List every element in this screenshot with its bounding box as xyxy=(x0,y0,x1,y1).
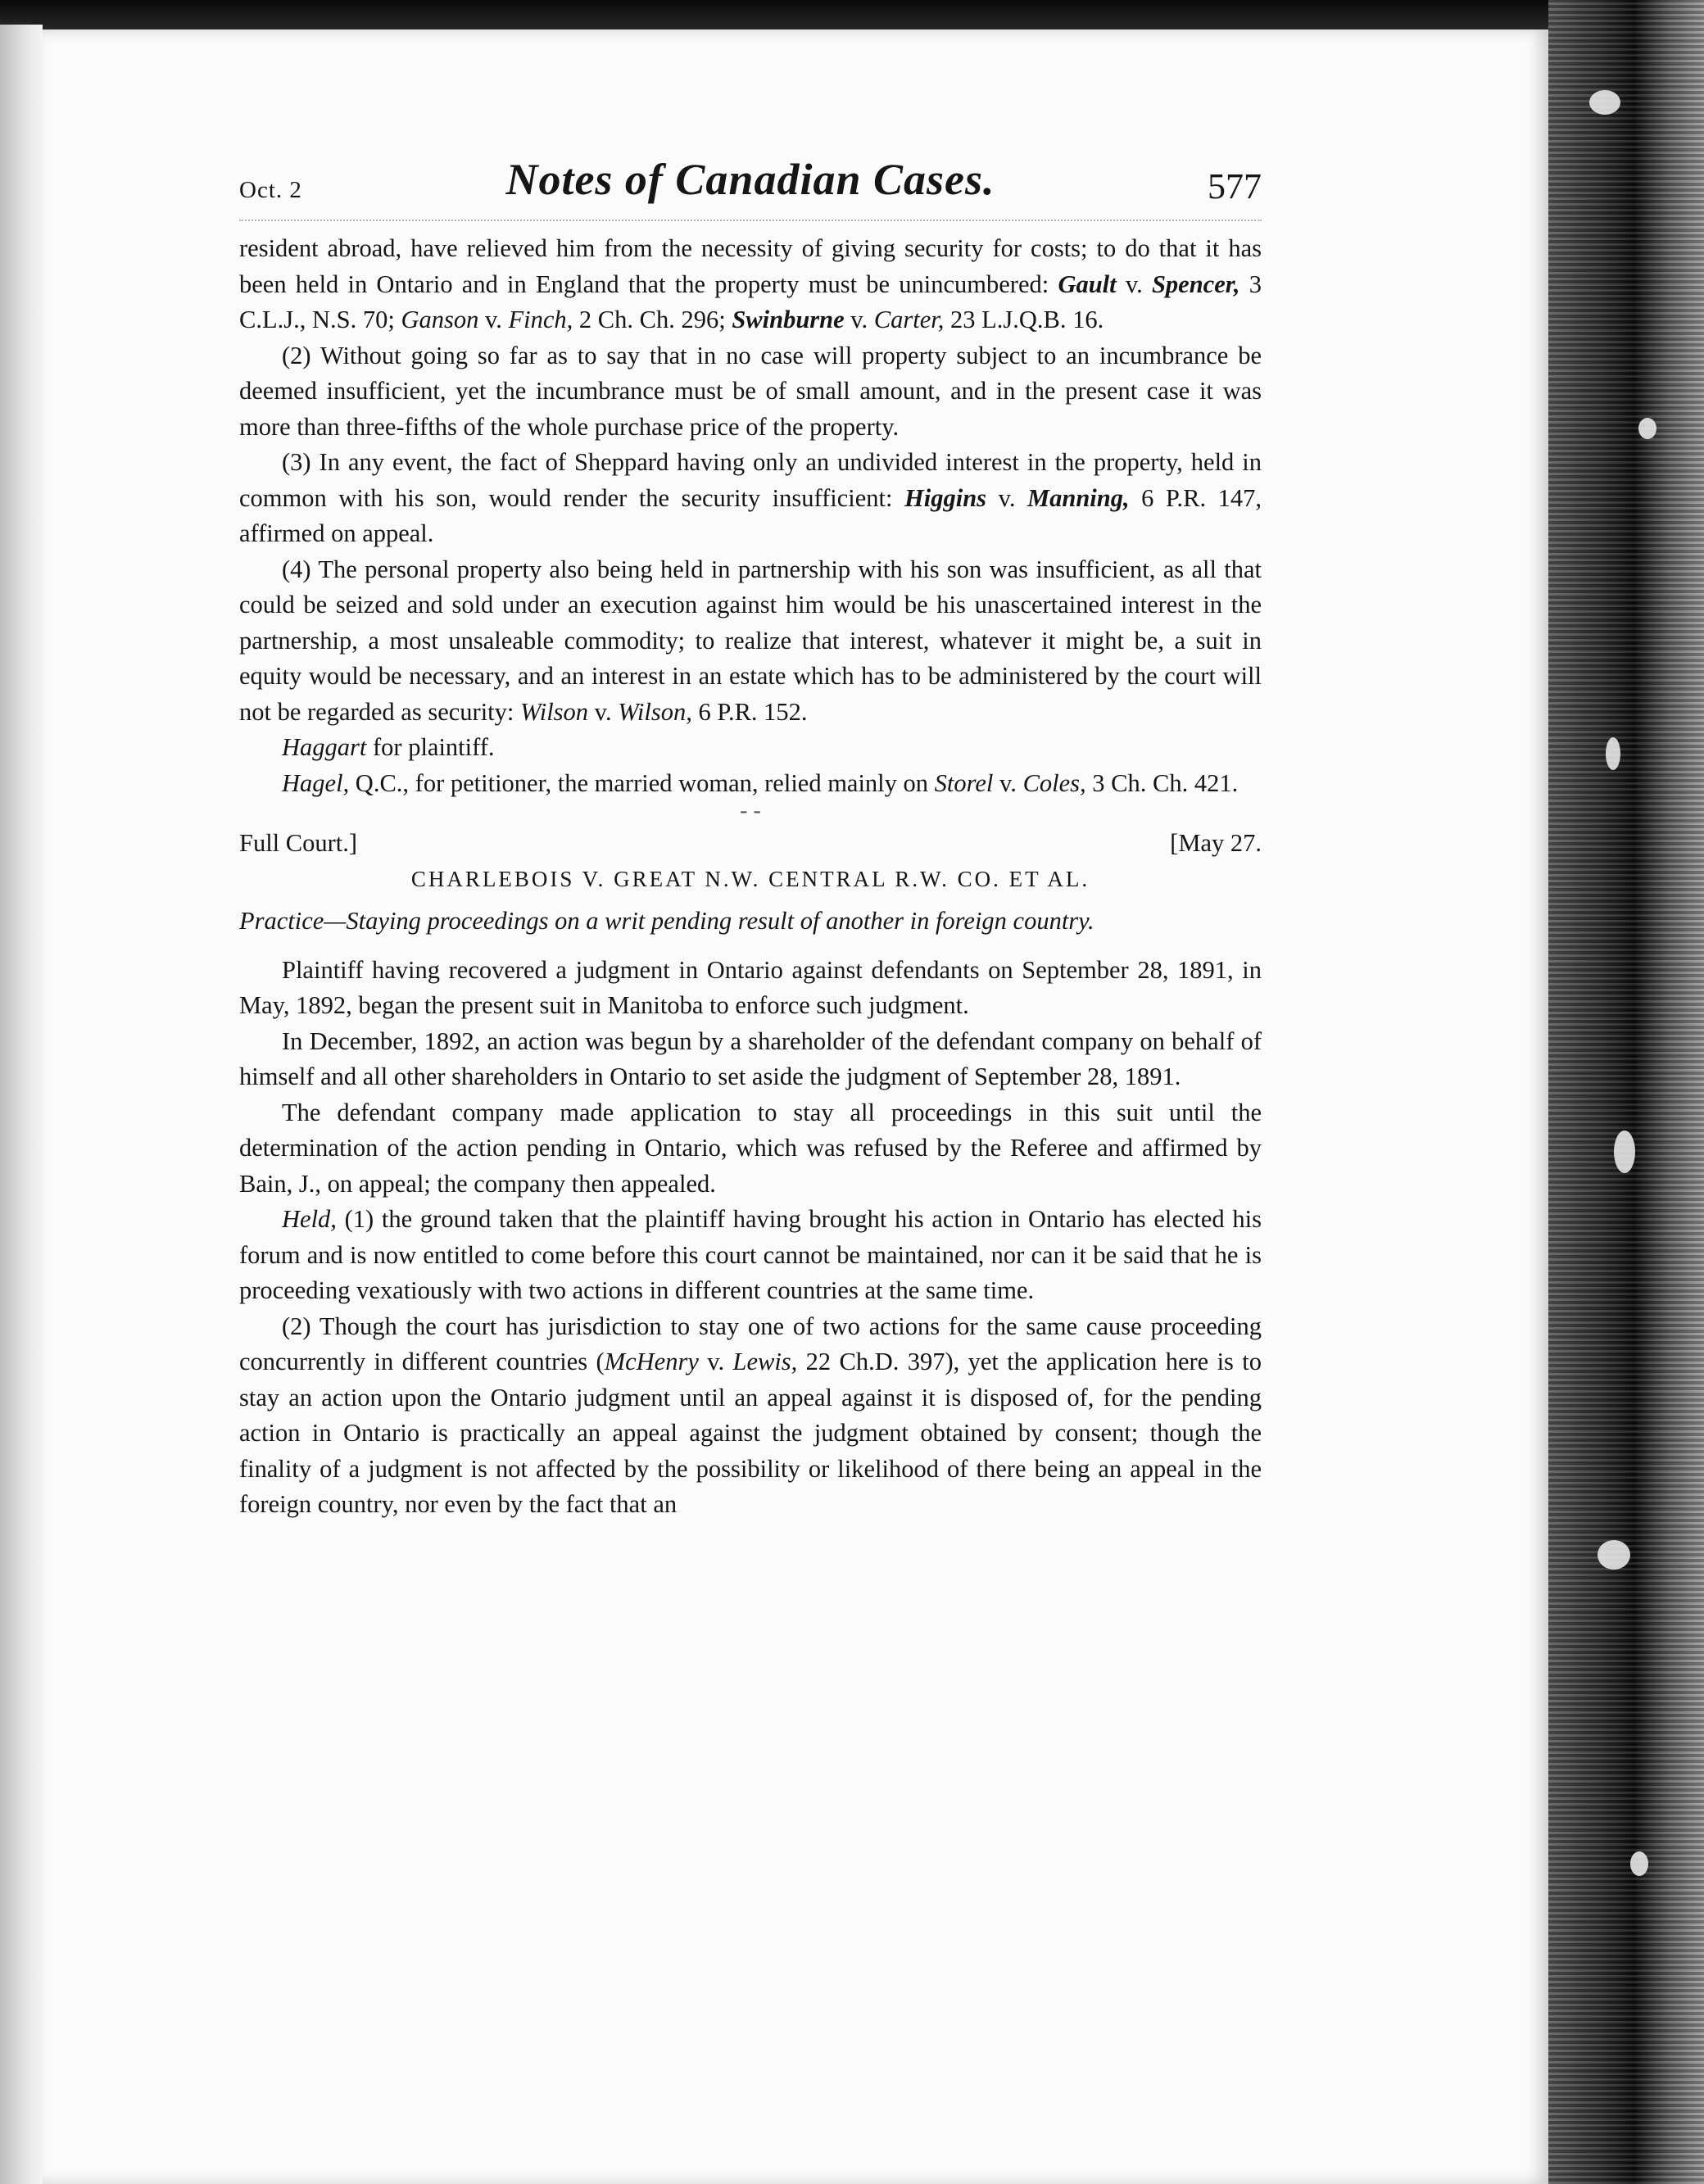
text: v. xyxy=(993,768,1023,797)
paragraph-action-begun: In December, 1892, an action was begun by a shareholder of the defendant company on behalf of himself and all other shareholders in Ontario to set aside the judgment of September 28, 1891. xyxy=(239,1026,1262,1090)
text: for plaintiff. xyxy=(366,733,495,761)
paragraph-incumbrance: (2) Without going so far as to say that in no case will property subject to an incumbrance be deemed insufficient, yet the incumbrance must be of small amount, and in the present case it was more than three-fifths of the whole purchase price of the property. xyxy=(239,341,1262,441)
text: 3 C.L.J., N.S. 70; xyxy=(239,270,1262,333)
case-name: Higgins xyxy=(904,483,987,512)
page-number: 577 xyxy=(1208,166,1262,206)
case-name: Wilson xyxy=(520,697,589,726)
section-separator: - - xyxy=(740,798,761,823)
case-title: CHARLEBOIS V. GREAT N.W. CENTRAL R.W. CO. ET AL. xyxy=(410,866,1090,891)
binding-speck xyxy=(1589,90,1620,115)
text: v. xyxy=(844,306,874,333)
case-name: Swinburne xyxy=(732,306,845,333)
case-name: Storel xyxy=(934,768,994,797)
counsel-name: Haggart xyxy=(282,733,367,761)
page-body xyxy=(239,231,1262,1523)
case-headnote: Practice—Staying proceedings on a writ pending result of another in foreign country. xyxy=(239,907,1094,935)
binding-speck xyxy=(1606,737,1620,770)
text: v. xyxy=(478,306,509,333)
court-name: Full Court.] xyxy=(239,829,358,857)
counsel-plaintiff xyxy=(239,730,1262,766)
binding-speck xyxy=(1630,1851,1648,1876)
paragraph-security-costs xyxy=(239,231,1262,338)
case-name: Spencer, xyxy=(1151,270,1240,298)
text: v. xyxy=(588,697,619,726)
case-name: Ganson xyxy=(401,306,479,333)
scan-left-edge xyxy=(0,25,43,2184)
case-name: Manning, xyxy=(1027,483,1130,512)
decision-date: [May 27. xyxy=(1170,829,1262,857)
paragraph-personal-property xyxy=(239,552,1262,731)
text: Q.C., for petitioner, the married woman, relied mainly on xyxy=(349,768,935,797)
case-name: Lewis, xyxy=(732,1348,798,1375)
paragraph-undivided-interest xyxy=(239,445,1262,552)
text: 3 Ch. Ch. 421. xyxy=(1085,768,1239,797)
paragraph-judgment-recovered: Plaintiff having recovered a judgment in Ontario against defendants on September 28, 1891, in May, 1892, began the present suit in Manitoba to enforce such judgment. xyxy=(239,955,1262,1019)
held-label: Held, xyxy=(282,1205,337,1233)
case-name: Coles, xyxy=(1022,768,1086,797)
case-name: Wilson, xyxy=(618,697,692,726)
text: v. xyxy=(1116,270,1152,298)
text: 6 P.R. 147, affirmed on appeal. xyxy=(239,483,1262,547)
case-name: Finch, xyxy=(508,306,573,333)
counsel-petitioner xyxy=(239,766,1262,802)
text: 22 Ch.D. 397), yet the application here is to stay an action upon the Ontario judgment until an appeal against it is disposed of, for the pending action in Ontario is practically an appeal against the judgment obtained by consent; though the finality of a judgment is not affected by the possibility or likelihood of there being an appeal in the foreign country, nor even by the fact that an xyxy=(239,1348,1262,1518)
binding-speck xyxy=(1598,1540,1630,1570)
text: 2 Ch. Ch. 296; xyxy=(573,306,732,333)
binding-speck xyxy=(1614,1131,1635,1173)
book-binding xyxy=(1548,0,1704,2184)
text: 6 P.R. 152. xyxy=(691,697,808,726)
running-header xyxy=(239,154,1262,220)
counsel-name: Hagel, xyxy=(282,768,350,797)
text: resident abroad, have relieved him from the necessity of giving security for costs; to do that it has been held in Ontario and in England that the property must be unincumbered: xyxy=(239,234,1262,298)
header-title: Notes of Canadian Cases. xyxy=(505,155,995,204)
text: (4) The personal property also being held in partnership with his son was insufficient, as all that could be seized and sold under an execution against him would be his unascertained interest in the partnership, a most unsaleable commodity; to realize that interest, whatever it might be, a suit in equity would be necessary, and an interest in an estate which has to be administered by the court will not be regarded as security: xyxy=(239,555,1262,726)
header-rule xyxy=(239,220,1262,221)
paragraph-stay-application: The defendant company made application to stay all proceedings in this suit until the determination of the action pending in Ontario, which was refused by the Referee and affirmed by Bain, J., on appeal; the company then appealed. xyxy=(239,1098,1262,1198)
text: 23 L.J.Q.B. 16. xyxy=(944,306,1104,333)
text: (3) In any event, the fact of Sheppard having only an undivided interest in the property, held in common with his son, would render the security insufficient: xyxy=(239,448,1262,512)
binding-speck xyxy=(1638,418,1656,439)
text: v. xyxy=(986,483,1028,512)
spacer xyxy=(239,940,1262,953)
scan-top-edge xyxy=(0,0,1704,33)
case-name: Gault xyxy=(1058,270,1117,298)
paragraph-jurisdiction xyxy=(239,1309,1262,1523)
text: (1) the ground taken that the plaintiff having brought his action in Ontario has elected his forum and is now entitled to come before this court cannot be maintained, nor can it be said that he is proceeding vexatiously with two actions in different countries at the same time. xyxy=(239,1205,1262,1304)
text: (2) Though the court has jurisdiction to stay one of two actions for the same cause proceeding concurrently in different countries ( xyxy=(239,1312,1262,1375)
court-line xyxy=(239,826,1262,862)
case-name: McHenry xyxy=(604,1348,699,1375)
case-name: Carter, xyxy=(873,306,945,333)
text: v. xyxy=(698,1348,733,1375)
header-date: Oct. 2 xyxy=(239,177,302,203)
paragraph-held xyxy=(239,1202,1262,1309)
